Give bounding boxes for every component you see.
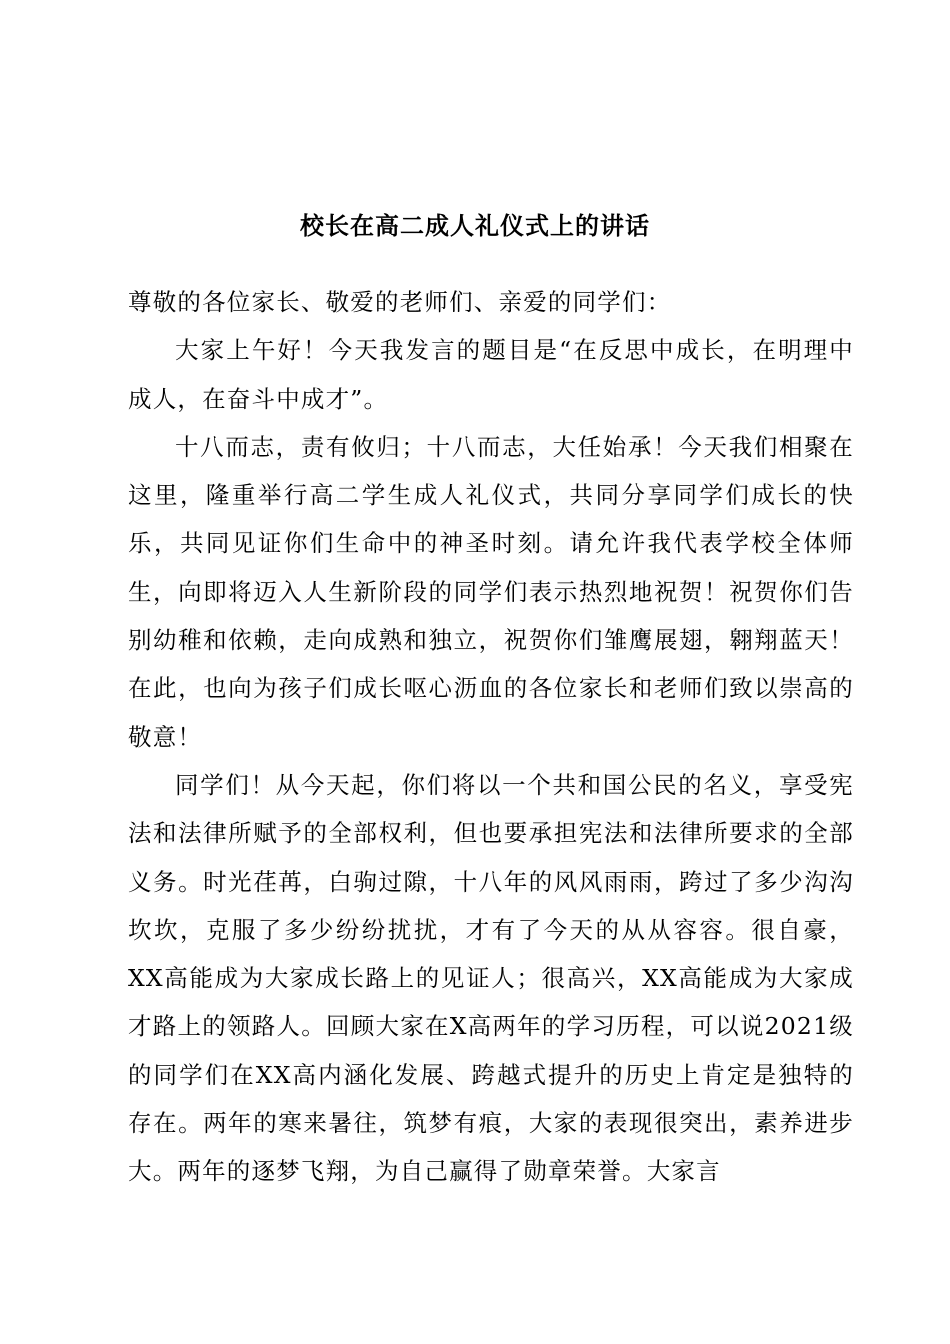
paragraph-ceremony: 十八而志，责有攸归；十八而志，大任始承！今天我们相聚在这里，隆重举行高二学生成人礼仪式，共同分享同学们成长的快乐，共同见证你们生命中的神圣时刻。请允许我代表学校全体师生，向即将迈入人生新阶段的同学们表示热烈地祝贺！祝贺你们告别幼稚和依赖，走向成熟和独立，祝贺你们雏鹰展翅，翱翔蓝天！在此，也向为孩子们成长呕心沥血的各位家长和老师们致以崇高的敬意！ <box>128 432 854 751</box>
document-body <box>128 278 854 1196</box>
document-title: 校长在高二成人礼仪式上的讲话 <box>300 211 650 240</box>
salutation: 尊敬的各位家长、敬爱的老师们、亲爱的同学们： <box>128 288 672 316</box>
paragraph-greeting: 大家上午好！今天我发言的题目是“在反思中成长，在明理中成人，在奋斗中成才”。 <box>128 336 854 413</box>
paragraph-responsibility: 同学们！从今天起，你们将以一个共和国公民的名义，享受宪法和法律所赋予的全部权利，但也要承担宪法和法律所要求的全部义务。时光荏苒，白驹过隙，十八年的风风雨雨，跨过了多少沟沟坎坎，克服了多少纷纷扰扰，才有了今天的从从容容。很自豪，XX高能成为大家成长路上的见证人；很高兴，XX高能成为大家成才路上的领路人。回顾大家在X高两年的学习历程，可以说2021级的同学们在XX高内涵化发展、跨越式提升的历史上肯定是独特的存在。两年的寒来暑往，筑梦有痕，大家的表现很突出，素养进步大。两年的逐梦飞翔，为自己赢得了勋章荣誉。大家言 <box>128 770 854 1186</box>
